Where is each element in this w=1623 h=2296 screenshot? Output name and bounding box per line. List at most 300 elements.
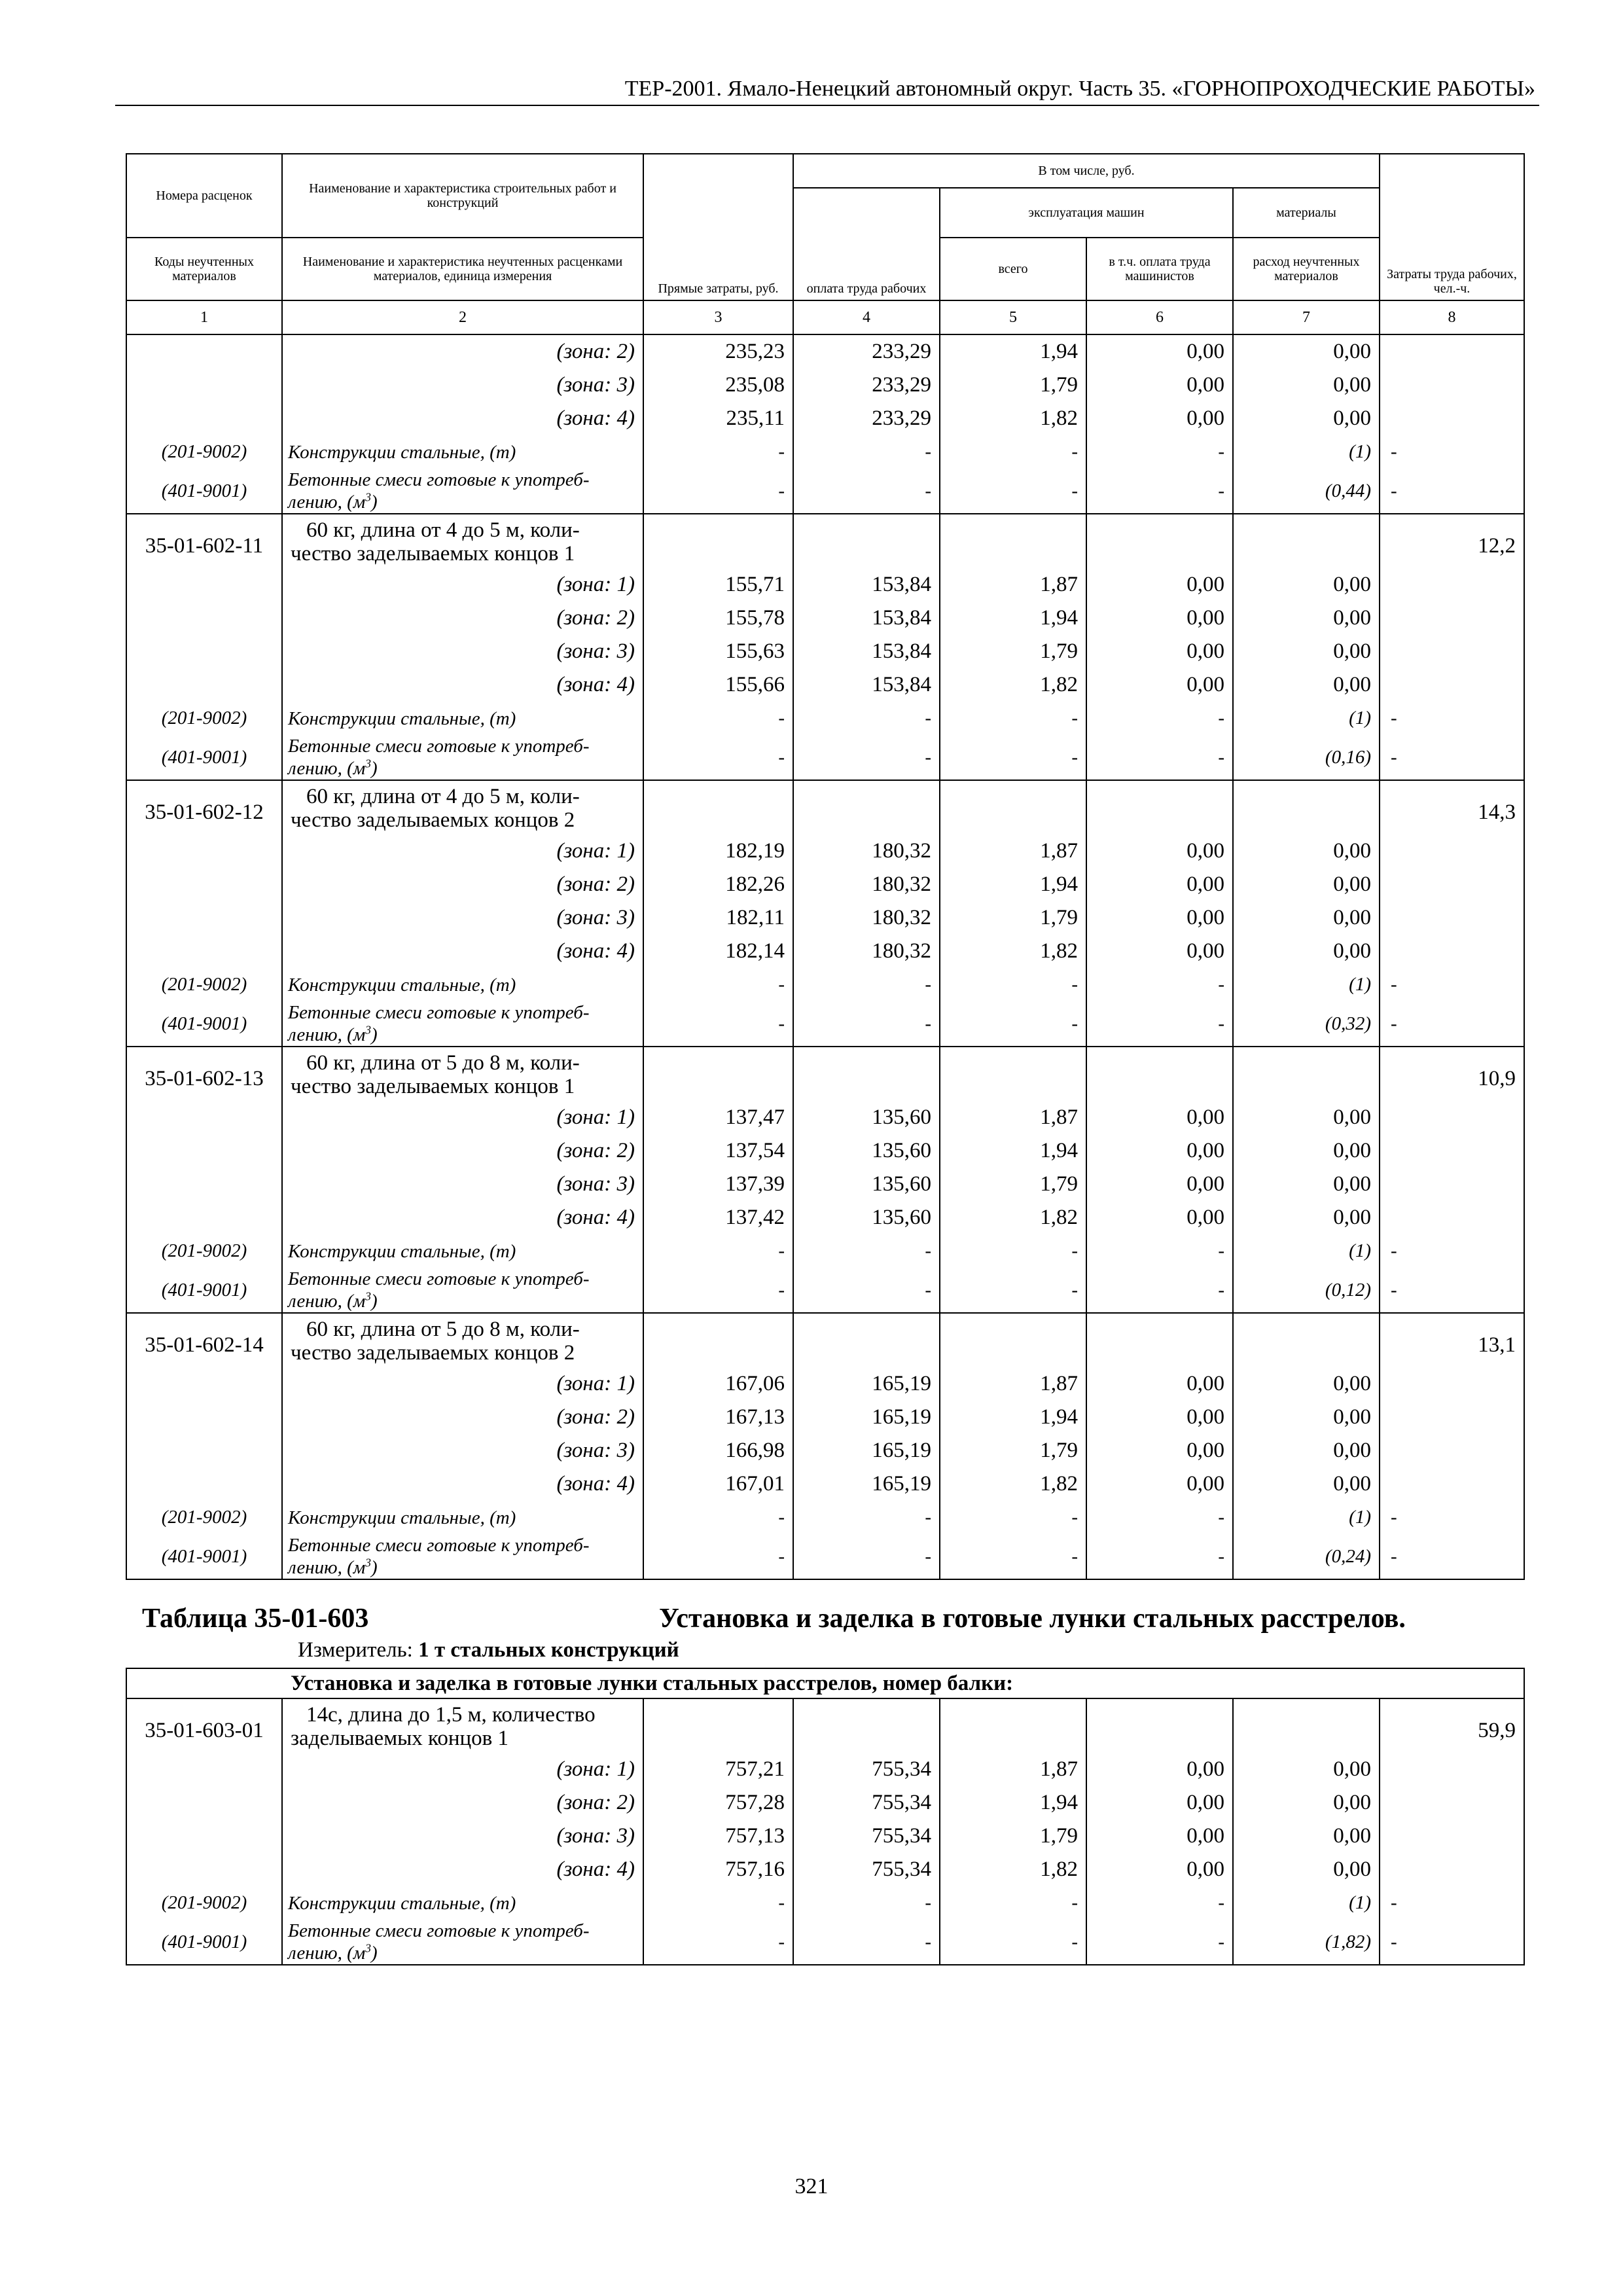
material-row [126, 702, 1524, 735]
price-entry-row [126, 780, 1524, 834]
machine-total: 1,82 [940, 1467, 1086, 1501]
material-quantity: (1) [1233, 1886, 1380, 1920]
empty-cell [643, 780, 793, 834]
col-number: 6 [1086, 300, 1233, 334]
material-quantity: (0,16) [1233, 735, 1380, 780]
labor-pay-dash: - [793, 1886, 940, 1920]
zone-label: (зона: 3) [282, 635, 643, 668]
machine-total-dash: - [940, 435, 1086, 469]
labor-dash: - [1380, 435, 1524, 469]
labor-cell-empty [1380, 334, 1524, 368]
work-description-line2: заделываемых концов 1 [291, 1727, 509, 1750]
machinist-pay: 0,00 [1086, 1786, 1233, 1820]
labor-hours: 59,9 [1380, 1698, 1524, 1753]
work-description [282, 1313, 643, 1367]
code-cell-empty [126, 402, 282, 435]
machine-total: 1,82 [940, 935, 1086, 968]
machine-total: 1,87 [940, 568, 1086, 601]
material-name [282, 1001, 643, 1047]
material-name-line2: лению, (м [288, 1024, 366, 1045]
labor-cell-empty [1380, 1434, 1524, 1467]
direct-cost: 155,66 [643, 668, 793, 702]
materials-cost: 0,00 [1233, 402, 1380, 435]
zone-label: (зона: 1) [282, 834, 643, 868]
direct-cost-dash: - [643, 1501, 793, 1534]
labor-dash: - [1380, 1234, 1524, 1268]
machinist-pay: 0,00 [1086, 1168, 1233, 1201]
labor-cell-empty [1380, 1467, 1524, 1501]
material-name: Конструкции стальные, (т) [282, 435, 643, 469]
machine-total: 1,94 [940, 1786, 1086, 1820]
machinist-pay: 0,00 [1086, 1134, 1233, 1168]
empty-cell [793, 1313, 940, 1367]
machine-total: 1,87 [940, 1753, 1086, 1786]
material-code: (401-9001) [126, 1534, 282, 1579]
direct-cost-dash: - [643, 1886, 793, 1920]
material-row [126, 469, 1524, 514]
header-rule [115, 105, 1539, 106]
materials-cost: 0,00 [1233, 568, 1380, 601]
empty-cell [940, 1698, 1086, 1753]
materials-header: материалы [1233, 188, 1380, 238]
labor-pay: 755,34 [793, 1853, 940, 1886]
code-cell-empty [126, 1134, 282, 1168]
col-number: 7 [1233, 300, 1380, 334]
material-code: (401-9001) [126, 469, 282, 514]
col-number: 5 [940, 300, 1086, 334]
machine-total-dash: - [940, 1234, 1086, 1268]
direct-cost: 757,28 [643, 1786, 793, 1820]
zone-row [126, 1786, 1524, 1820]
labor-dash: - [1380, 1268, 1524, 1313]
machine-total-dash: - [940, 735, 1086, 780]
labor-pay: 135,60 [793, 1101, 940, 1134]
column-numbers-row [126, 300, 1524, 334]
labor-pay-dash: - [793, 1501, 940, 1534]
col-number: 8 [1380, 300, 1524, 334]
material-name [282, 1268, 643, 1313]
zone-label: (зона: 3) [282, 901, 643, 935]
direct-cost: 137,54 [643, 1134, 793, 1168]
materials-cost: 0,00 [1233, 635, 1380, 668]
labor-cell-empty [1380, 1101, 1524, 1134]
machine-total-dash: - [940, 702, 1086, 735]
machine-total-dash: - [940, 968, 1086, 1001]
empty-cell [1086, 780, 1233, 834]
materials-cost: 0,00 [1233, 1434, 1380, 1467]
machinist-pay: 0,00 [1086, 601, 1233, 635]
empty-cell [643, 1047, 793, 1101]
code-cell-empty [126, 668, 282, 702]
col6-header: в т.ч. оплата труда машинистов [1086, 238, 1233, 300]
labor-cell-empty [1380, 568, 1524, 601]
zone-row [126, 868, 1524, 901]
materials-cost: 0,00 [1233, 668, 1380, 702]
labor-pay: 165,19 [793, 1434, 940, 1467]
material-name: Конструкции стальные, (т) [282, 1886, 643, 1920]
machine-total: 1,79 [940, 901, 1086, 935]
machine-total: 1,79 [940, 1168, 1086, 1201]
code-cell-empty [126, 1467, 282, 1501]
direct-cost: 182,26 [643, 868, 793, 901]
direct-cost-dash: - [643, 1234, 793, 1268]
empty-cell [1233, 1313, 1380, 1367]
direct-cost: 137,47 [643, 1101, 793, 1134]
table-description: Установка и заделка в готовые лунки стальных расстрелов. [659, 1604, 1406, 1634]
price-code: 35-01-602-12 [126, 780, 282, 834]
table-heading-row [126, 1579, 1524, 1668]
price-code: 35-01-602-11 [126, 514, 282, 568]
labor-cell-empty [1380, 1134, 1524, 1168]
machinist-pay: 0,00 [1086, 1401, 1233, 1434]
labor-dash: - [1380, 702, 1524, 735]
zone-label: (зона: 4) [282, 935, 643, 968]
machine-total: 1,79 [940, 1434, 1086, 1467]
empty-cell [793, 780, 940, 834]
section-title: Установка и заделка в готовые лунки стальных расстрелов, номер балки: [126, 1668, 1524, 1698]
machine-total: 1,79 [940, 368, 1086, 402]
labor-cell-empty [1380, 901, 1524, 935]
labor-pay: 233,29 [793, 334, 940, 368]
labor-cell-empty [1380, 1401, 1524, 1434]
machinist-pay: 0,00 [1086, 1201, 1233, 1234]
zone-label: (зона: 4) [282, 1853, 643, 1886]
machine-total: 1,82 [940, 1201, 1086, 1234]
material-name [282, 1920, 643, 1965]
materials-cost: 0,00 [1233, 1820, 1380, 1853]
material-row [126, 968, 1524, 1001]
labor-pay: 153,84 [793, 668, 940, 702]
section-row [126, 1668, 1524, 1698]
labor-pay: 180,32 [793, 901, 940, 935]
col5-header: всего [940, 238, 1086, 300]
code-cell-empty [126, 1820, 282, 1853]
work-description-line2: чество заделываемых концов 2 [291, 808, 575, 832]
materials-cost: 0,00 [1233, 334, 1380, 368]
machine-total-dash: - [940, 1501, 1086, 1534]
machinist-pay: 0,00 [1086, 1820, 1233, 1853]
code-cell-empty [126, 1401, 282, 1434]
labor-pay: 755,34 [793, 1753, 940, 1786]
cubic-superscript: 3 [365, 1289, 371, 1303]
labor-pay: 180,32 [793, 935, 940, 968]
machine-total: 1,82 [940, 668, 1086, 702]
labor-cell-empty [1380, 1753, 1524, 1786]
material-name-line1: Бетонные смеси готовые к употреб- [288, 1535, 590, 1556]
zone-row [126, 1467, 1524, 1501]
direct-cost-dash: - [643, 968, 793, 1001]
work-description-line2: чество заделываемых концов 2 [291, 1341, 575, 1365]
machinist-pay: 0,00 [1086, 1367, 1233, 1401]
work-description [282, 1698, 643, 1753]
zone-row [126, 635, 1524, 668]
labor-hours: 10,9 [1380, 1047, 1524, 1101]
zone-row [126, 1434, 1524, 1467]
machinist-pay: 0,00 [1086, 868, 1233, 901]
labor-dash: - [1380, 1501, 1524, 1534]
labor-cell-empty [1380, 1168, 1524, 1201]
materials-cost: 0,00 [1233, 935, 1380, 968]
empty-cell [793, 514, 940, 568]
labor-pay: 135,60 [793, 1168, 940, 1201]
direct-cost: 155,71 [643, 568, 793, 601]
material-code: (401-9001) [126, 735, 282, 780]
material-quantity: (0,12) [1233, 1268, 1380, 1313]
material-name-line2: лению, (м [288, 758, 366, 779]
materials-cost: 0,00 [1233, 1201, 1380, 1234]
in-that-number-header: В том числе, руб. [793, 154, 1380, 188]
price-code: 35-01-603-01 [126, 1698, 282, 1753]
labor-pay-dash: - [793, 1234, 940, 1268]
empty-cell [1086, 1313, 1233, 1367]
zone-row [126, 901, 1524, 935]
labor-cell-empty [1380, 635, 1524, 668]
zone-label: (зона: 2) [282, 334, 643, 368]
material-name-close: ) [370, 1024, 378, 1045]
machine-total-dash: - [940, 469, 1086, 514]
labor-dash: - [1380, 1001, 1524, 1047]
work-description-line1: 14с, длина до 1,5 м, количество [306, 1703, 596, 1727]
materials-cost: 0,00 [1233, 1168, 1380, 1201]
materials-cost: 0,00 [1233, 868, 1380, 901]
labor-cell-empty [1380, 834, 1524, 868]
machinist-pay-dash: - [1086, 1886, 1233, 1920]
materials-cost: 0,00 [1233, 1786, 1380, 1820]
material-code: (201-9002) [126, 435, 282, 469]
direct-cost: 167,01 [643, 1467, 793, 1501]
empty-cell [1086, 1698, 1233, 1753]
work-description [282, 780, 643, 834]
direct-cost: 155,78 [643, 601, 793, 635]
machinist-pay: 0,00 [1086, 334, 1233, 368]
code-cell-empty [126, 1853, 282, 1886]
machinist-pay-dash: - [1086, 968, 1233, 1001]
col1-bottom-header: Коды неучтенных материалов [126, 238, 282, 300]
cubic-superscript: 3 [365, 757, 371, 770]
zone-row [126, 1134, 1524, 1168]
direct-cost: 155,63 [643, 635, 793, 668]
machinist-pay-dash: - [1086, 1501, 1233, 1534]
cubic-superscript: 3 [365, 1941, 371, 1955]
material-name: Конструкции стальные, (т) [282, 702, 643, 735]
zone-label: (зона: 3) [282, 1168, 643, 1201]
direct-cost: 167,06 [643, 1367, 793, 1401]
labor-cell-empty [1380, 935, 1524, 968]
machine-total: 1,87 [940, 834, 1086, 868]
materials-cost: 0,00 [1233, 601, 1380, 635]
labor-pay: 153,84 [793, 568, 940, 601]
material-name-line1: Бетонные смеси готовые к употреб- [288, 1920, 590, 1941]
col2-bottom-header: Наименование и характеристика неучтенных расценками материалов, единица измерения [282, 238, 643, 300]
material-row [126, 1886, 1524, 1920]
empty-cell [1233, 1698, 1380, 1753]
work-description-line1: 60 кг, длина от 5 до 8 м, коли- [306, 1318, 580, 1341]
zone-row [126, 1201, 1524, 1234]
table-label: Таблица 35-01-603 [142, 1604, 369, 1634]
material-row [126, 1534, 1524, 1579]
page-number: 321 [794, 2174, 829, 2198]
zone-row [126, 402, 1524, 435]
meter-line [142, 1636, 1446, 1664]
code-cell-empty [126, 868, 282, 901]
material-name-close: ) [370, 1557, 378, 1578]
zone-row [126, 1401, 1524, 1434]
material-name: Конструкции стальные, (т) [282, 968, 643, 1001]
materials-cost: 0,00 [1233, 1753, 1380, 1786]
labor-dash: - [1380, 968, 1524, 1001]
machinist-pay: 0,00 [1086, 1753, 1233, 1786]
machinist-pay-dash: - [1086, 1534, 1233, 1579]
zone-label: (зона: 4) [282, 402, 643, 435]
code-cell-empty [126, 1201, 282, 1234]
empty-cell [643, 514, 793, 568]
table-heading [126, 1579, 1524, 1668]
labor-dash: - [1380, 735, 1524, 780]
labor-dash: - [1380, 1534, 1524, 1579]
materials-cost: 0,00 [1233, 1134, 1380, 1168]
machine-total-dash: - [940, 1886, 1086, 1920]
material-name-close: ) [370, 492, 378, 512]
zone-label: (зона: 2) [282, 868, 643, 901]
zone-label: (зона: 2) [282, 1401, 643, 1434]
materials-cost: 0,00 [1233, 1853, 1380, 1886]
code-cell-empty [126, 635, 282, 668]
direct-cost-dash: - [643, 1920, 793, 1965]
col1-top-header: Номера расценок [126, 154, 282, 238]
work-description [282, 514, 643, 568]
col2-top-header: Наименование и характеристика строительных работ и конструкций [282, 154, 643, 238]
direct-cost: 182,19 [643, 834, 793, 868]
machinist-pay: 0,00 [1086, 1467, 1233, 1501]
labor-pay: 233,29 [793, 402, 940, 435]
zone-row [126, 1753, 1524, 1786]
zone-label: (зона: 4) [282, 668, 643, 702]
price-entry-row [126, 1313, 1524, 1367]
zone-label: (зона: 1) [282, 568, 643, 601]
cubic-superscript: 3 [365, 1023, 371, 1037]
zone-row [126, 834, 1524, 868]
direct-cost: 757,21 [643, 1753, 793, 1786]
material-row [126, 1001, 1524, 1047]
machinist-pay-dash: - [1086, 1001, 1233, 1047]
machine-total: 1,94 [940, 334, 1086, 368]
material-quantity: (1) [1233, 968, 1380, 1001]
machinist-pay: 0,00 [1086, 1434, 1233, 1467]
material-name [282, 1534, 643, 1579]
zone-row [126, 1820, 1524, 1853]
zone-row [126, 1853, 1524, 1886]
labor-pay: 180,32 [793, 834, 940, 868]
machine-total-dash: - [940, 1920, 1086, 1965]
labor-pay: 755,34 [793, 1820, 940, 1853]
empty-cell [940, 514, 1086, 568]
material-name-line2: лению, (м [288, 1557, 366, 1578]
code-cell-empty [126, 1753, 282, 1786]
machine-total: 1,94 [940, 601, 1086, 635]
labor-dash: - [1380, 1920, 1524, 1965]
machinist-pay-dash: - [1086, 1234, 1233, 1268]
labor-dash: - [1380, 1886, 1524, 1920]
machine-total-dash: - [940, 1534, 1086, 1579]
material-code: (201-9002) [126, 702, 282, 735]
labor-hours: 14,3 [1380, 780, 1524, 834]
labor-pay: 233,29 [793, 368, 940, 402]
labor-pay-dash: - [793, 1534, 940, 1579]
labor-pay: 165,19 [793, 1401, 940, 1434]
machine-total: 1,87 [940, 1101, 1086, 1134]
code-cell-empty [126, 601, 282, 635]
material-name [282, 735, 643, 780]
code-cell-empty [126, 1168, 282, 1201]
code-cell-empty [126, 368, 282, 402]
price-table [126, 153, 1525, 1965]
machinist-pay: 0,00 [1086, 568, 1233, 601]
labor-hours: 12,2 [1380, 514, 1524, 568]
material-quantity: (0,24) [1233, 1534, 1380, 1579]
direct-cost: 182,11 [643, 901, 793, 935]
direct-cost: 235,11 [643, 402, 793, 435]
work-description-line1: 60 кг, длина от 4 до 5 м, коли- [306, 785, 580, 808]
empty-cell [793, 1698, 940, 1753]
material-row [126, 1268, 1524, 1313]
zone-row [126, 601, 1524, 635]
price-code: 35-01-602-14 [126, 1313, 282, 1367]
direct-cost: 235,23 [643, 334, 793, 368]
zone-label: (зона: 1) [282, 1101, 643, 1134]
material-name-line2: лению, (м [288, 1943, 366, 1964]
labor-pay: 165,19 [793, 1467, 940, 1501]
empty-cell [643, 1313, 793, 1367]
direct-cost-dash: - [643, 1534, 793, 1579]
labor-pay: 153,84 [793, 635, 940, 668]
labor-pay-dash: - [793, 435, 940, 469]
machine-total: 1,94 [940, 868, 1086, 901]
machine-total: 1,82 [940, 402, 1086, 435]
cubic-superscript: 3 [365, 1556, 371, 1570]
empty-cell [940, 1313, 1086, 1367]
machinist-pay-dash: - [1086, 702, 1233, 735]
materials-cost: 0,00 [1233, 1367, 1380, 1401]
zone-row [126, 368, 1524, 402]
material-name [282, 469, 643, 514]
direct-cost-dash: - [643, 1001, 793, 1047]
labor-pay: 153,84 [793, 601, 940, 635]
material-row [126, 1501, 1524, 1534]
machinist-pay: 0,00 [1086, 1853, 1233, 1886]
direct-cost: 182,14 [643, 935, 793, 968]
labor-dash: - [1380, 469, 1524, 514]
material-name: Конструкции стальные, (т) [282, 1234, 643, 1268]
code-cell-empty [126, 935, 282, 968]
zone-row [126, 1101, 1524, 1134]
col-number: 3 [643, 300, 793, 334]
direct-cost: 166,98 [643, 1434, 793, 1467]
empty-cell [1233, 514, 1380, 568]
cubic-superscript: 3 [365, 490, 371, 504]
zone-label: (зона: 3) [282, 1820, 643, 1853]
machine-total-dash: - [940, 1001, 1086, 1047]
zone-row [126, 568, 1524, 601]
machine-total: 1,79 [940, 635, 1086, 668]
labor-cell-empty [1380, 601, 1524, 635]
material-name-line1: Бетонные смеси готовые к употреб- [288, 1002, 590, 1023]
meter-value: 1 т стальных конструкций [418, 1638, 679, 1662]
zone-row [126, 935, 1524, 968]
zone-label: (зона: 2) [282, 1134, 643, 1168]
material-code: (401-9001) [126, 1001, 282, 1047]
labor-cell-empty [1380, 1367, 1524, 1401]
zone-row [126, 668, 1524, 702]
